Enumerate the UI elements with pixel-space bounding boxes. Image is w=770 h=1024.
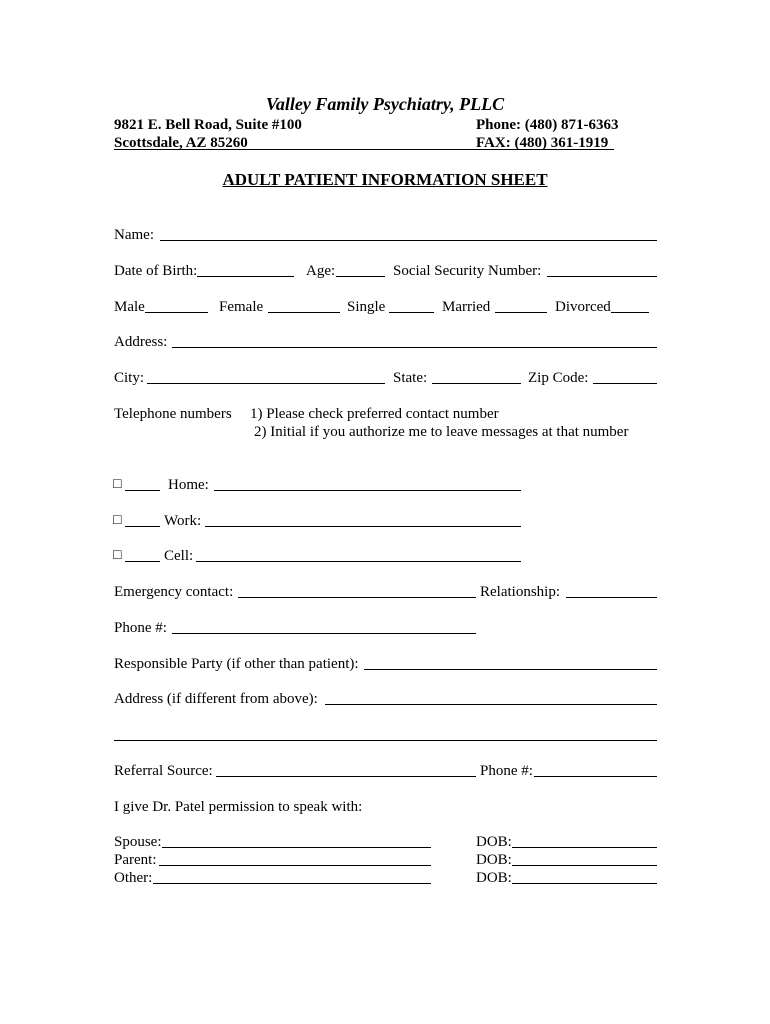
alt-address-label: Address (if different from above): — [114, 691, 318, 707]
work-phone-field[interactable] — [205, 526, 521, 527]
age-label: Age: — [306, 263, 336, 279]
alt-address-field-line-2[interactable] — [114, 740, 657, 741]
home-initial-field[interactable] — [125, 490, 160, 491]
home-label: Home: — [168, 477, 209, 493]
home-checkbox[interactable]: □ — [113, 477, 122, 492]
female-label: Female — [219, 299, 264, 315]
parent-dob-label: DOB: — [476, 852, 512, 868]
emergency-phone-field[interactable] — [172, 633, 476, 634]
zip-label: Zip Code: — [528, 370, 589, 386]
alt-address-field[interactable] — [325, 704, 657, 705]
work-initial-field[interactable] — [125, 526, 160, 527]
ssn-label: Social Security Number: — [393, 263, 542, 279]
divorced-field[interactable] — [611, 312, 649, 313]
practice-name: Valley Family Psychiatry, PLLC — [265, 94, 505, 114]
work-label: Work: — [164, 513, 202, 529]
male-label: Male — [114, 299, 145, 315]
other-dob-field[interactable] — [512, 883, 657, 884]
form-title: ADULT PATIENT INFORMATION SHEET — [222, 170, 548, 189]
telephone-instruction-2: 2) Initial if you authorize me to leave messages at that number — [254, 424, 629, 440]
female-field[interactable] — [268, 312, 340, 313]
address-label: Address: — [114, 334, 168, 350]
name-label: Name: — [114, 227, 154, 243]
age-field[interactable] — [336, 276, 385, 277]
state-field[interactable] — [432, 383, 521, 384]
city-label: City: — [114, 370, 145, 386]
spouse-dob-field[interactable] — [512, 847, 657, 848]
single-label: Single — [347, 299, 386, 315]
ssn-field[interactable] — [547, 276, 657, 277]
name-field[interactable] — [160, 240, 657, 241]
home-phone-field[interactable] — [214, 490, 521, 491]
married-field[interactable] — [495, 312, 547, 313]
practice-fax: FAX: (480) 361-1919 — [476, 135, 609, 151]
responsible-party-label: Responsible Party (if other than patient): — [114, 656, 359, 672]
parent-dob-field[interactable] — [512, 865, 657, 866]
practice-phone: Phone: (480) 871-6363 — [476, 117, 619, 133]
emergency-contact-field[interactable] — [238, 597, 476, 598]
responsible-party-field[interactable] — [364, 669, 657, 670]
relationship-field[interactable] — [566, 597, 657, 598]
spouse-dob-label: DOB: — [476, 834, 512, 850]
male-field[interactable] — [145, 312, 208, 313]
cell-phone-field[interactable] — [196, 561, 521, 562]
emergency-contact-label: Emergency contact: — [114, 584, 234, 600]
dob-label: Date of Birth: — [114, 263, 198, 279]
telephone-label: Telephone numbers — [114, 406, 232, 422]
cell-initial-field[interactable] — [125, 561, 160, 562]
address-field[interactable] — [172, 347, 657, 348]
parent-field[interactable] — [159, 865, 431, 866]
address-line-1: 9821 E. Bell Road, Suite #100 — [114, 117, 302, 133]
other-label: Other: — [114, 870, 153, 886]
parent-label: Parent: — [114, 852, 157, 868]
cell-label: Cell: — [164, 548, 194, 564]
referral-phone-label: Phone #: — [480, 763, 533, 779]
telephone-instruction-1: 1) Please check preferred contact number — [250, 406, 499, 422]
zip-field[interactable] — [593, 383, 657, 384]
other-dob-label: DOB: — [476, 870, 512, 886]
work-checkbox[interactable]: □ — [113, 513, 122, 528]
single-field[interactable] — [389, 312, 434, 313]
emergency-phone-label: Phone #: — [114, 620, 167, 636]
referral-source-field[interactable] — [216, 776, 476, 777]
married-label: Married — [442, 299, 491, 315]
referral-source-label: Referral Source: — [114, 763, 213, 779]
relationship-label: Relationship: — [480, 584, 560, 600]
address-line-2: Scottsdale, AZ 85260 — [114, 135, 248, 151]
dob-field[interactable] — [197, 276, 294, 277]
spouse-field[interactable] — [162, 847, 431, 848]
referral-phone-field[interactable] — [534, 776, 657, 777]
cell-checkbox[interactable]: □ — [113, 548, 122, 563]
header-rule — [114, 149, 614, 150]
permission-statement: I give Dr. Patel permission to speak with: — [114, 799, 363, 815]
spouse-label: Spouse: — [114, 834, 162, 850]
divorced-label: Divorced — [555, 299, 611, 315]
other-field[interactable] — [153, 883, 431, 884]
city-field[interactable] — [147, 383, 385, 384]
state-label: State: — [393, 370, 428, 386]
